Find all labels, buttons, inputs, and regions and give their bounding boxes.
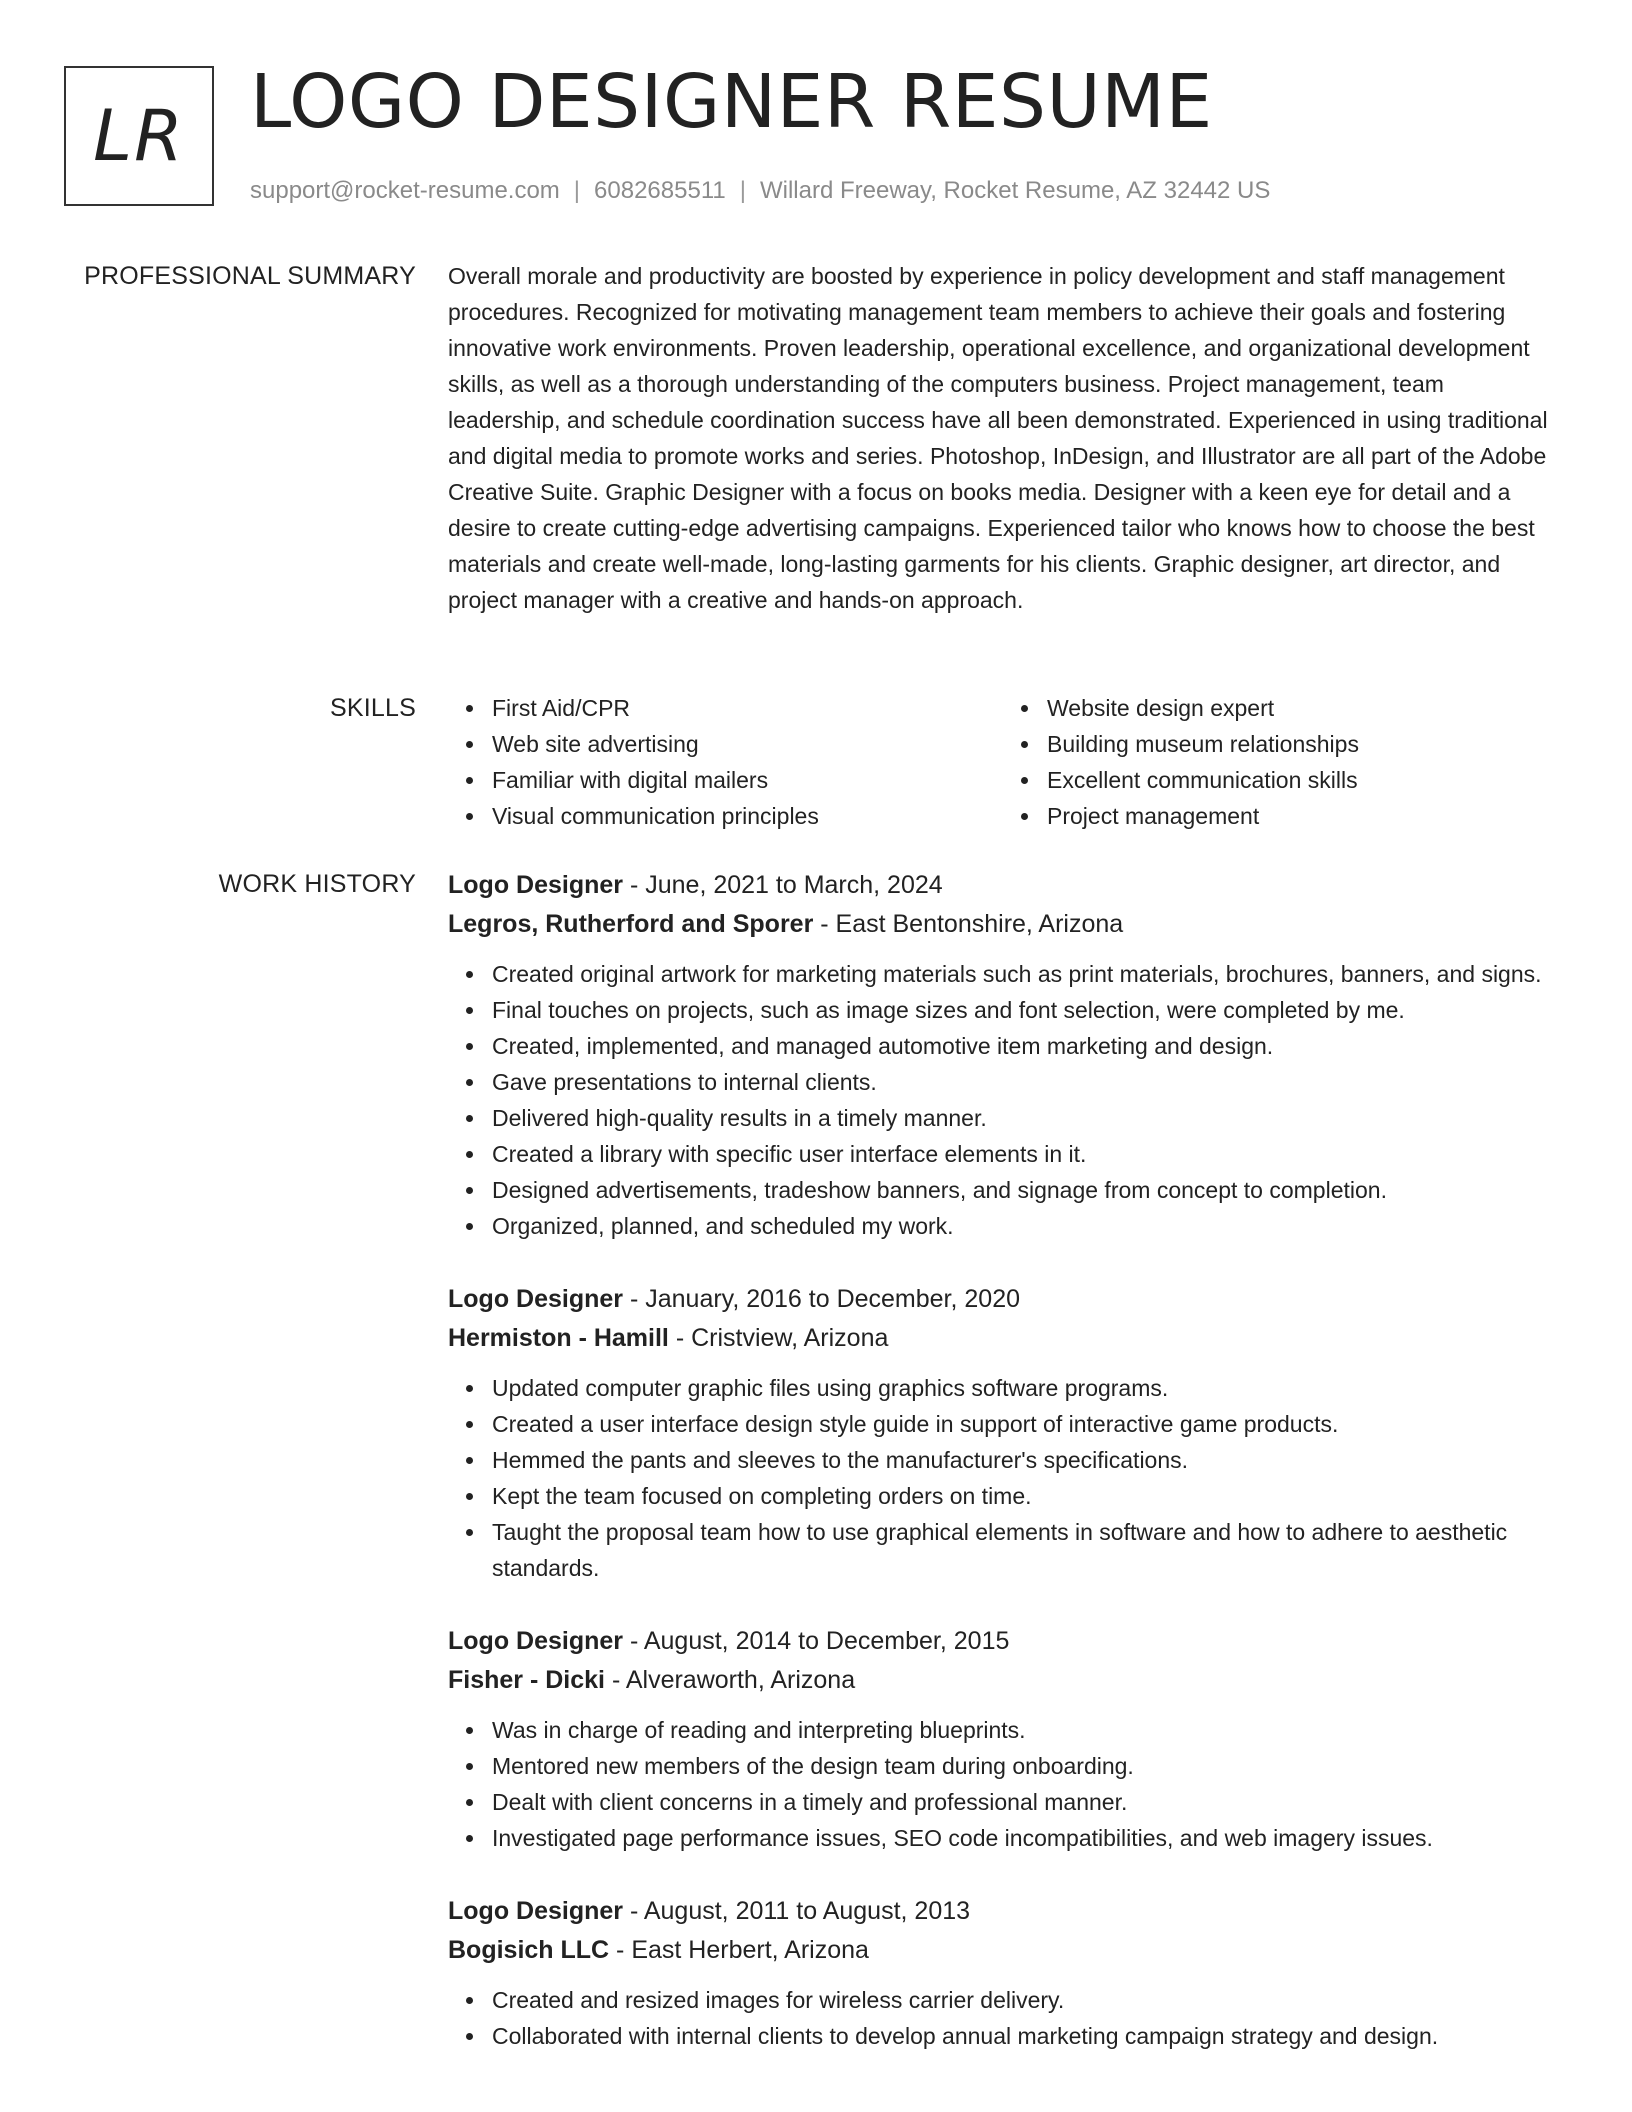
job-company-line [448, 905, 1558, 944]
job-bullet: Designed advertisements, tradeshow banners, and signage from concept to completion. [492, 1172, 1558, 1208]
job-company-line [448, 1931, 1558, 1970]
skill-item: Building museum relationships [1047, 726, 1558, 762]
monogram-initials: LR [93, 95, 185, 177]
job-location: - East Herbert, Arizona [609, 1936, 869, 1964]
skills-body [448, 690, 1558, 834]
job-bullet: Organized, planned, and scheduled my work. [492, 1208, 1558, 1244]
job-location: - Alveraworth, Arizona [605, 1666, 856, 1694]
work-history-body [448, 866, 1558, 2090]
job-bullets [448, 1370, 1558, 1586]
skill-item: Website design expert [1047, 690, 1558, 726]
skill-item: Project management [1047, 798, 1558, 834]
job-bullet: Gave presentations to internal clients. [492, 1064, 1558, 1100]
job-company-line [448, 1661, 1558, 1700]
summary-heading: PROFESSIONAL SUMMARY [84, 262, 416, 290]
contact-address: Willard Freeway, Rocket Resume, AZ 32442 US [759, 177, 1271, 204]
job-title: Logo Designer [448, 1897, 624, 1925]
job-location: - East Bentonshire, Arizona [813, 910, 1124, 938]
skill-item: Excellent communication skills [1047, 762, 1558, 798]
skill-item: Visual communication principles [492, 798, 1003, 834]
job-title: Logo Designer [448, 1627, 624, 1655]
job-entry [448, 866, 1558, 1244]
job-dates: - June, 2021 to March, 2024 [623, 871, 943, 899]
job-bullet: Dealt with client concerns in a timely and professional manner. [492, 1784, 1558, 1820]
job-bullet: Hemmed the pants and sleeves to the manufacturer's specifications. [492, 1442, 1558, 1478]
work-history-heading: WORK HISTORY [218, 870, 416, 898]
job-bullet: Created a user interface design style guide in support of interactive game products. [492, 1406, 1558, 1442]
job-title-line [448, 1622, 1558, 1661]
contact-separator: | [739, 177, 746, 204]
job-title-line [448, 1892, 1558, 1931]
job-bullet: Taught the proposal team how to use graphical elements in software and how to adhere to aesthetic standards. [492, 1514, 1558, 1586]
job-company: Legros, Rutherford and Sporer [448, 910, 814, 938]
job-entry [448, 1622, 1558, 1856]
job-bullet: Created, implemented, and managed automotive item marketing and design. [492, 1028, 1558, 1064]
job-title-line [448, 1280, 1558, 1319]
job-location: - Cristview, Arizona [668, 1324, 889, 1352]
skills-column-left [448, 690, 1003, 834]
skills-column-right [1003, 690, 1558, 834]
job-company: Bogisich LLC [448, 1936, 610, 1964]
job-bullet: Updated computer graphic files using graphics software programs. [492, 1370, 1558, 1406]
job-bullet: Created a library with specific user interface elements in it. [492, 1136, 1558, 1172]
skills-heading: SKILLS [330, 694, 416, 722]
job-company-line [448, 1319, 1558, 1358]
job-bullets [448, 1982, 1558, 2054]
job-dates: - August, 2014 to December, 2015 [623, 1627, 1010, 1655]
summary-body [448, 258, 1558, 618]
job-bullet: Was in charge of reading and interpreting blueprints. [492, 1712, 1558, 1748]
job-bullets [448, 1712, 1558, 1856]
job-company: Fisher - Dicki [448, 1666, 605, 1694]
contact-separator: | [573, 177, 581, 204]
job-bullet: Kept the team focused on completing orders on time. [492, 1478, 1558, 1514]
job-company: Hermiston - Hamill [448, 1324, 669, 1352]
job-bullets [448, 956, 1558, 1244]
job-bullet: Investigated page performance issues, SEO code incompatibilities, and web imagery issues. [492, 1820, 1558, 1856]
job-bullet: Final touches on projects, such as image sizes and font selection, were completed by me. [492, 992, 1558, 1028]
job-bullet: Delivered high-quality results in a timely manner. [492, 1100, 1558, 1136]
contact-phone[interactable]: 6082685511 [594, 177, 726, 204]
job-entry [448, 1892, 1558, 2054]
monogram-logo [64, 66, 214, 206]
job-title: Logo Designer [448, 871, 624, 899]
job-entry [448, 1280, 1558, 1586]
job-title: Logo Designer [448, 1285, 624, 1313]
job-dates: - August, 2011 to August, 2013 [623, 1897, 971, 1925]
job-bullet: Collaborated with internal clients to develop annual marketing campaign strategy and design. [492, 2018, 1558, 2054]
job-bullet: Mentored new members of the design team during onboarding. [492, 1748, 1558, 1784]
contact-email[interactable]: support@rocket-resume.com [250, 177, 560, 204]
skill-item: First Aid/CPR [492, 690, 1003, 726]
job-title-line [448, 866, 1558, 905]
skill-item: Familiar with digital mailers [492, 762, 1003, 798]
job-bullet: Created original artwork for marketing materials such as print materials, brochures, banners, and signs. [492, 956, 1558, 992]
resume-title: LOGO DESIGNER RESUME [250, 59, 1213, 145]
job-dates: - January, 2016 to December, 2020 [623, 1285, 1021, 1313]
summary-text: Overall morale and productivity are boosted by experience in policy development and staff management procedures. Recognized for motivating management team members to achieve their goals and fostering innovative work environments. Proven leadership, operational excellence, and organizational development skills, as well as a thorough understanding of the computers business. Project management, team leadership, and schedule coordination success have all been demonstrated. Experienced in using traditional and digital media to promote works and series. Photoshop, InDesign, and Illustrator are all part of the Adobe Creative Suite. Graphic Designer with a focus on books media. Designer with a keen eye for detail and a desire to create cutting-edge advertising campaigns. Experienced tailor who knows how to choose the best materials and create well-made, long-lasting garments for his clients. Graphic designer, art director, and project manager with a creative and hands-on approach. [448, 263, 1548, 613]
contact-line [250, 174, 1270, 208]
job-bullet: Created and resized images for wireless carrier delivery. [492, 1982, 1558, 2018]
skill-item: Web site advertising [492, 726, 1003, 762]
